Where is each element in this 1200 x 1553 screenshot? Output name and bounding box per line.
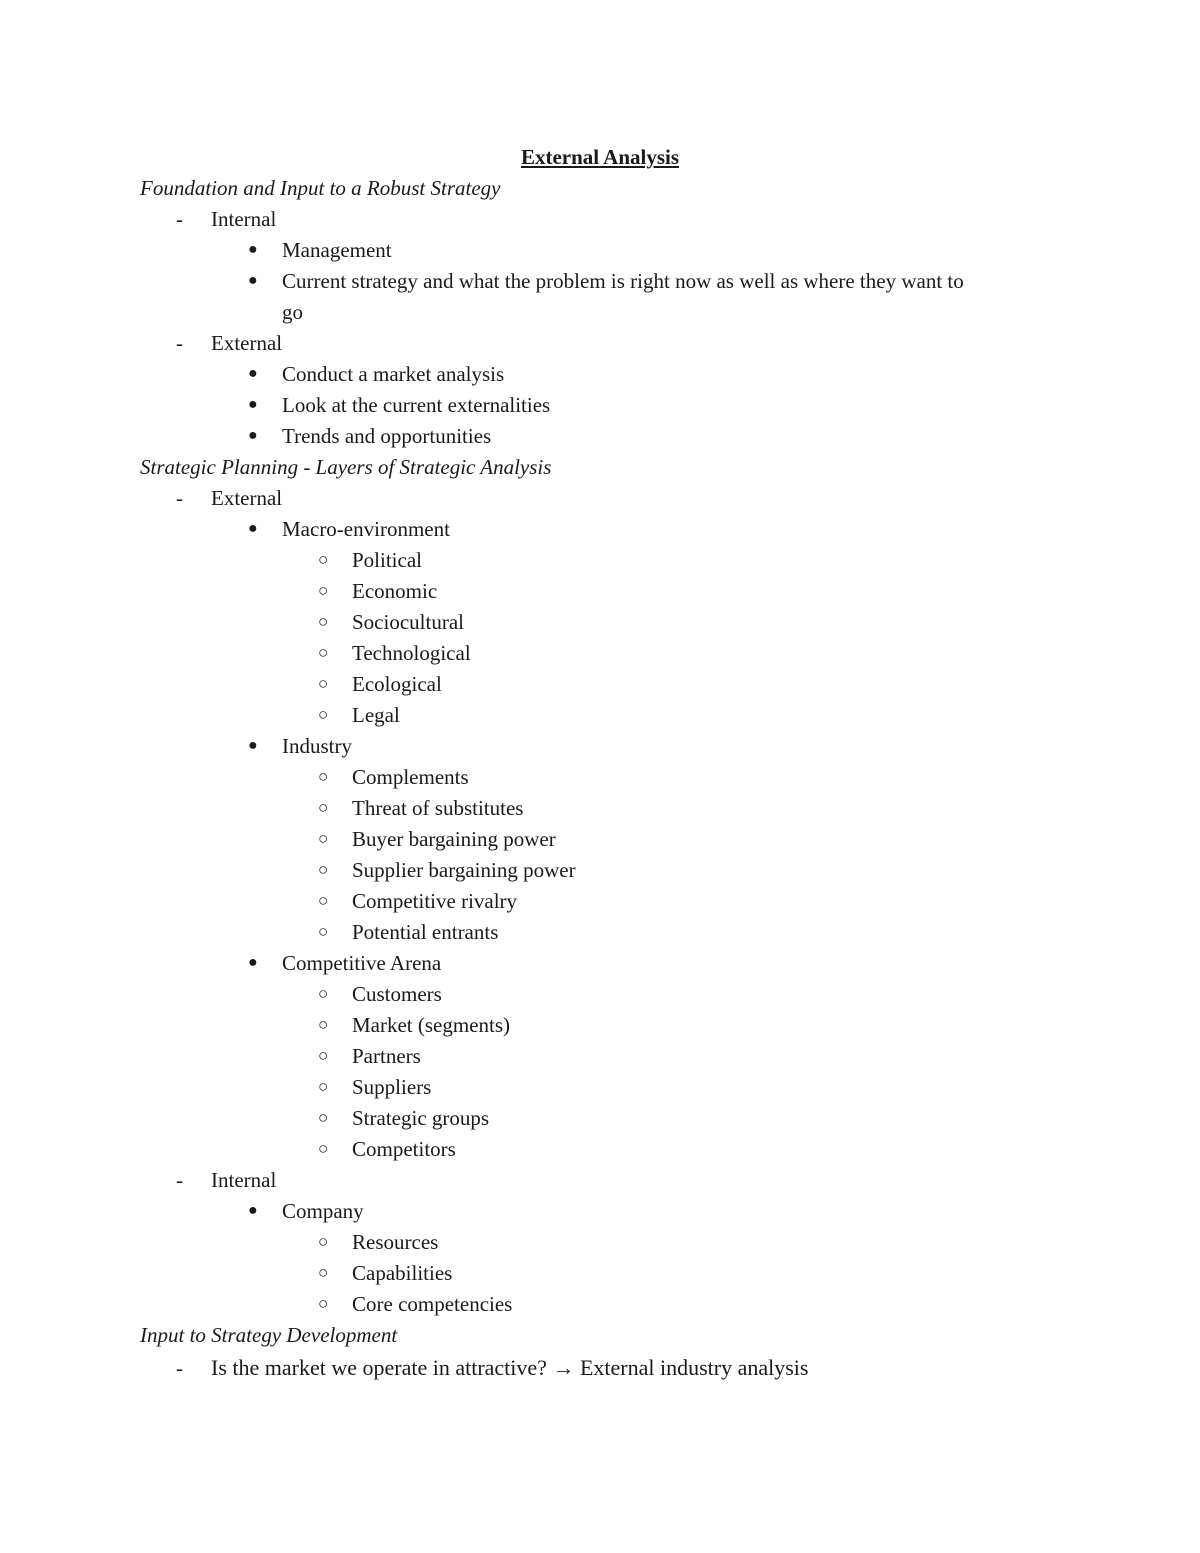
dash-marker: - <box>176 1356 183 1380</box>
bullet-marker: ● <box>248 1202 258 1219</box>
list-item: Capabilities <box>352 1261 453 1285</box>
list-item: Suppliers <box>352 1075 432 1099</box>
list-item: Conduct a market analysis <box>282 362 505 386</box>
list-item: Political <box>352 548 422 572</box>
list-item: Customers <box>352 982 442 1006</box>
list-item: Management <box>282 238 392 262</box>
circle-marker: ○ <box>318 1046 329 1065</box>
list-item: Industry <box>282 734 352 758</box>
list-item: Trends and opportunities <box>282 424 492 448</box>
circle-marker: ○ <box>318 1108 329 1127</box>
list-item: Competitive Arena <box>282 951 442 975</box>
circle-marker: ○ <box>318 550 329 569</box>
circle-marker: ○ <box>318 1077 329 1096</box>
list-item: External <box>211 486 283 510</box>
dash-marker: - <box>176 331 183 355</box>
list-item: Core competencies <box>352 1292 513 1316</box>
list-item: Complements <box>352 765 469 789</box>
bullet-marker: ● <box>248 396 258 413</box>
section-heading: Strategic Planning - Layers of Strategic Analysis <box>140 455 552 479</box>
circle-marker: ○ <box>318 891 329 910</box>
list-item: Threat of substitutes <box>352 796 524 820</box>
list-item: Partners <box>352 1044 421 1068</box>
circle-marker: ○ <box>318 1015 329 1034</box>
bullet-marker: ● <box>248 737 258 754</box>
bullet-marker: ● <box>248 520 258 537</box>
list-item: Company <box>282 1199 364 1223</box>
bullet-marker: ● <box>248 427 258 444</box>
section-heading: Input to Strategy Development <box>140 1323 398 1347</box>
list-item: Macro-environment <box>282 517 450 541</box>
list-item: Look at the current externalities <box>282 393 551 417</box>
document-title: External Analysis <box>520 145 680 169</box>
circle-marker: ○ <box>318 984 329 1003</box>
bullet-marker: ● <box>248 272 258 289</box>
list-item: Competitive rivalry <box>352 889 518 913</box>
list-item: Market (segments) <box>352 1013 511 1037</box>
circle-marker: ○ <box>318 860 329 879</box>
list-item-continuation: go <box>282 300 303 324</box>
circle-marker: ○ <box>318 922 329 941</box>
circle-marker: ○ <box>318 1232 329 1251</box>
circle-marker: ○ <box>318 1294 329 1313</box>
circle-marker: ○ <box>318 581 329 600</box>
list-item: External <box>211 331 283 355</box>
list-item: Potential entrants <box>352 920 499 944</box>
list-item: Ecological <box>352 672 442 696</box>
circle-marker: ○ <box>318 705 329 724</box>
circle-marker: ○ <box>318 1263 329 1282</box>
bullet-marker: ● <box>248 954 258 971</box>
circle-marker: ○ <box>318 1139 329 1158</box>
section-heading: Foundation and Input to a Robust Strategy <box>140 176 501 200</box>
bullet-marker: ● <box>248 365 258 382</box>
list-item: Resources <box>352 1230 439 1254</box>
list-item: Current strategy and what the problem is right now as well as where they want to <box>282 269 964 293</box>
circle-marker: ○ <box>318 643 329 662</box>
dash-marker: - <box>176 486 183 510</box>
circle-marker: ○ <box>318 798 329 817</box>
list-item: Sociocultural <box>352 610 464 634</box>
dash-marker: - <box>176 1168 183 1192</box>
list-item: Buyer bargaining power <box>352 827 556 851</box>
list-item: Is the market we operate in attractive? → External industry analysis <box>211 1355 809 1380</box>
list-item: Technological <box>352 641 471 665</box>
circle-marker: ○ <box>318 612 329 631</box>
list-item: Internal <box>211 207 277 231</box>
list-item: Economic <box>352 579 438 603</box>
list-item: Competitors <box>352 1137 456 1161</box>
list-item: Supplier bargaining power <box>352 858 576 882</box>
list-item: Strategic groups <box>352 1106 490 1130</box>
list-item: Internal <box>211 1168 277 1192</box>
bullet-marker: ● <box>248 241 258 258</box>
circle-marker: ○ <box>318 767 329 786</box>
circle-marker: ○ <box>318 829 329 848</box>
list-item: Legal <box>352 703 400 727</box>
circle-marker: ○ <box>318 674 329 693</box>
dash-marker: - <box>176 207 183 231</box>
